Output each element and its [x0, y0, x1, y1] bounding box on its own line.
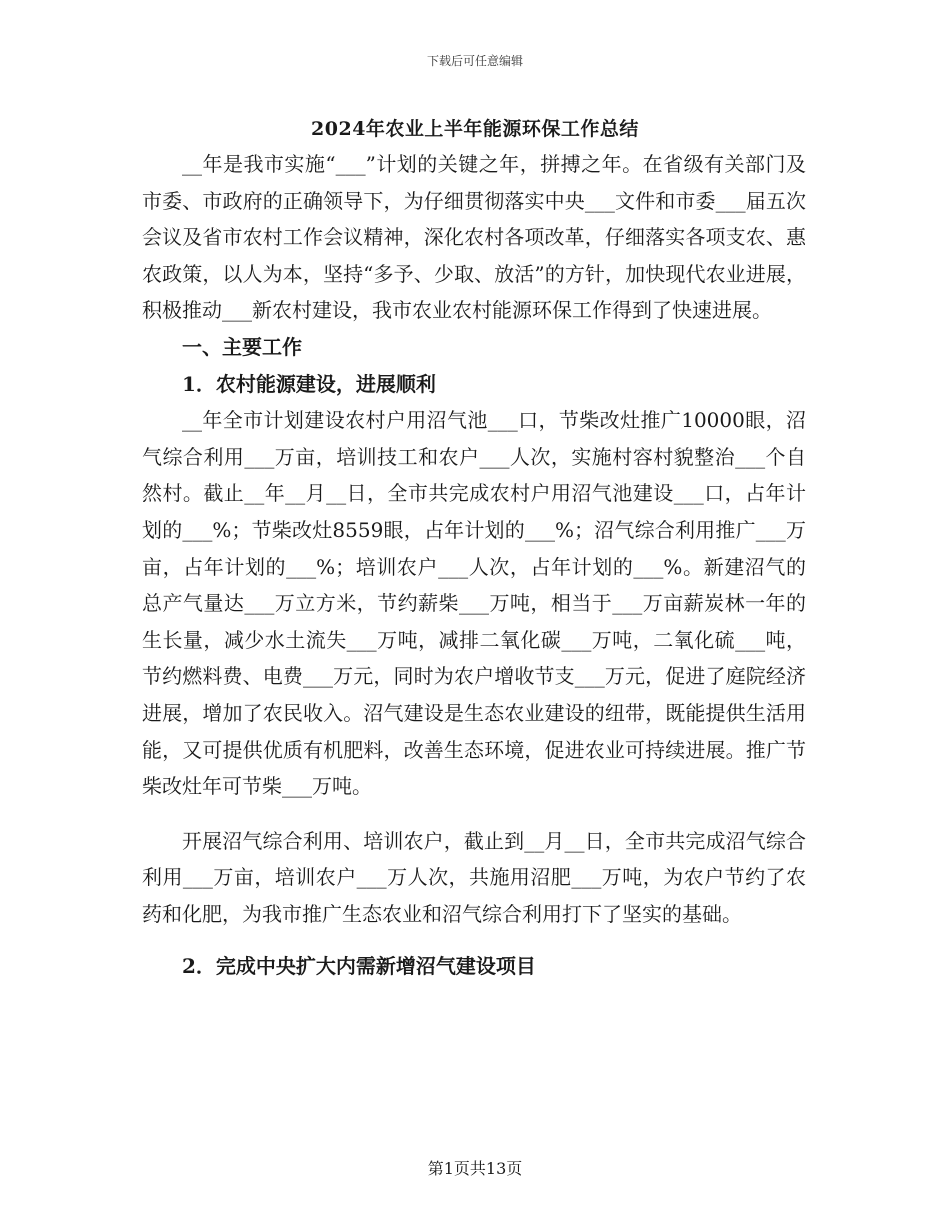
page-footer-number: 第1页共13页: [427, 1159, 523, 1178]
intro-paragraph: __年是我市实施“___”计划的关键之年，拼搏之年。在省级有关部门及市委、市政府的正确领导下，为仔细贯彻落实中央___文件和市委___届五次会议及省市农村工作会议精神，深化农村各项改革，仔细落实各项支农、惠农政策，以人为本，坚持“多予、少取、放活”的方针，加快现代农业进展，积极推动___新农村建设，我市农业农村能源环保工作得到了快速进展。: [142, 152, 806, 323]
rural-energy-paragraph: __年全市计划建设农村户用沼气池___口，节柴改灶推广10000眼，沼气综合利用___万亩，培训技工和农户___人次，实施村容村貌整治___个自然村。截止__年__月__日，全市共完成农村户用沼气池建设___口，占年计划的___%；节柴改灶8559眼，占年计划的___%；沼气综合利用推广___万亩，占年计划的___%；培训农户___人次，占年计划的___%。新建沼气的总产气量达___万立方米，节约薪柴___万吨，相当于___万亩薪炭林一年的生长量，减少水土流失___万吨，减排二氧化碳___万吨，二氧化硫___吨，节约燃料费、电费___万元，同时为农户增收节支___万元，促进了庭院经济进展，增加了农民收入。沼气建设是生态农业建设的纽带，既能提供生活用能，又可提供优质有机肥料，改善生态环境，促进农业可持续进展。推广节柴改灶年可节柴___万吨。: [142, 408, 806, 799]
page-header-note: 下载后可任意编辑: [426, 54, 523, 68]
document-title: 2024年农业上半年能源环保工作总结: [311, 118, 639, 140]
subheading-rural-energy: 1．农村能源建设，进展顺利: [182, 371, 436, 396]
section-heading-main-work: 一、主要工作: [182, 334, 302, 359]
document-body: [142, 146, 806, 985]
biogas-training-paragraph: 开展沼气综合利用、培训农户，截止到__月__日，全市共完成沼气综合利用___万亩，培训农户___万人次，共施用沼肥___万吨，为农户节约了农药和化肥，为我市推广生态农业和沼气综合利用打下了坚实的基础。: [142, 828, 806, 926]
subheading-central-project: 2．完成中央扩大内需新增沼气建设项目: [182, 954, 536, 979]
